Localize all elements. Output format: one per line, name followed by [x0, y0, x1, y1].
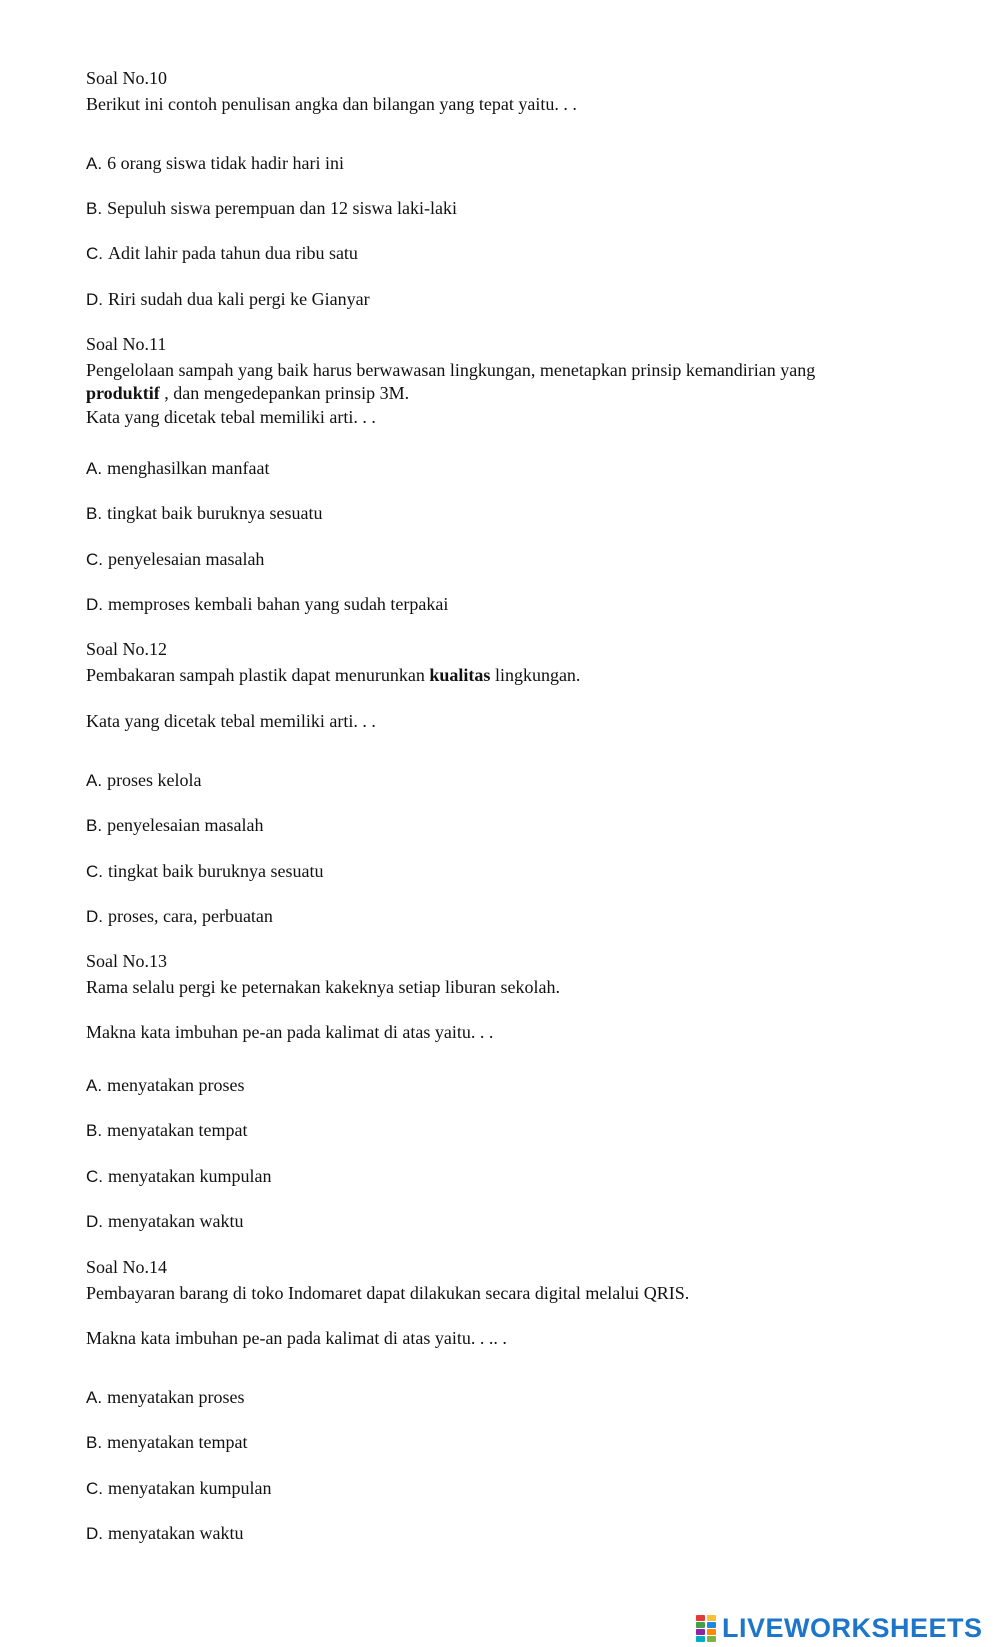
liveworksheets-logo [696, 1611, 983, 1645]
question-11-label: Soal No.11 [86, 334, 167, 354]
option-text: menyatakan kumpulan [108, 1166, 272, 1186]
option-text: 6 orang siswa tidak hadir hari ini [107, 153, 345, 173]
question-11-text-line1: Pengelolaan sampah yang baik harus berwawasan lingkungan, menetapkan prinsip kemandirian yang [86, 360, 816, 380]
question-12-option-d[interactable] [86, 905, 273, 928]
question-14-prompt: Makna kata imbuhan pe-an pada kalimat di atas yaitu. . .. . [86, 1328, 507, 1348]
logo-text: LIVEWORKSHEETS [722, 1612, 983, 1643]
option-letter: A. [86, 459, 103, 478]
question-12-label: Soal No.12 [86, 639, 167, 659]
question-11-text-line2 [86, 382, 409, 405]
option-text: proses kelola [107, 770, 202, 790]
question-11-option-a[interactable] [86, 457, 270, 480]
option-letter: A. [86, 1388, 103, 1407]
bold-word: kualitas [429, 665, 491, 685]
option-letter: D. [86, 1524, 103, 1543]
bold-word: produktif [86, 383, 160, 403]
question-12-option-c[interactable] [86, 860, 323, 883]
option-letter: B. [86, 504, 103, 523]
question-10-option-c[interactable] [86, 242, 358, 265]
text-pre: Pembakaran sampah plastik dapat menurunkan [86, 665, 430, 685]
option-letter: B. [86, 199, 103, 218]
liveworksheets-logo-icon [696, 1615, 718, 1641]
option-letter: C. [86, 862, 103, 881]
option-text: menyatakan tempat [107, 1120, 248, 1140]
question-14-text: Pembayaran barang di toko Indomaret dapat dilakukan secara digital melalui QRIS. [86, 1283, 690, 1303]
question-14-label: Soal No.14 [86, 1257, 167, 1277]
option-text: Riri sudah dua kali pergi ke Gianyar [108, 289, 370, 309]
option-text: Adit lahir pada tahun dua ribu satu [108, 243, 358, 263]
option-text: proses, cara, perbuatan [108, 906, 273, 926]
option-letter: D. [86, 595, 103, 614]
option-letter: B. [86, 1433, 103, 1452]
option-text: menghasilkan manfaat [107, 458, 270, 478]
option-letter: C. [86, 1479, 103, 1498]
question-13-option-b[interactable] [86, 1119, 248, 1142]
question-13-text: Rama selalu pergi ke peternakan kakeknya setiap liburan sekolah. [86, 977, 560, 997]
option-letter: B. [86, 816, 103, 835]
option-letter: A. [86, 771, 103, 790]
option-text: menyatakan tempat [107, 1432, 248, 1452]
text-post: lingkungan. [490, 665, 581, 685]
option-text: tingkat baik buruknya sesuatu [107, 503, 323, 523]
option-letter: C. [86, 244, 103, 263]
question-14-option-d[interactable] [86, 1522, 243, 1545]
question-13-prompt: Makna kata imbuhan pe-an pada kalimat di atas yaitu. . . [86, 1022, 494, 1042]
option-text: menyatakan proses [107, 1387, 245, 1407]
option-text: penyelesaian masalah [108, 549, 265, 569]
question-10-option-d[interactable] [86, 288, 370, 311]
question-10-label: Soal No.10 [86, 68, 167, 88]
question-11-option-c[interactable] [86, 548, 264, 571]
question-12-option-a[interactable] [86, 769, 202, 792]
question-14-option-b[interactable] [86, 1431, 248, 1454]
option-letter: C. [86, 550, 103, 569]
option-letter: A. [86, 1076, 103, 1095]
question-13-option-d[interactable] [86, 1210, 243, 1233]
option-letter: A. [86, 154, 103, 173]
question-12-option-b[interactable] [86, 814, 264, 837]
question-13-label: Soal No.13 [86, 951, 167, 971]
option-text: memproses kembali bahan yang sudah terpakai [108, 594, 449, 614]
question-11-option-b[interactable] [86, 502, 323, 525]
option-text: Sepuluh siswa perempuan dan 12 siswa laki-laki [107, 198, 457, 218]
option-text: menyatakan kumpulan [108, 1478, 272, 1498]
question-13-option-c[interactable] [86, 1165, 271, 1188]
option-letter: D. [86, 290, 103, 309]
option-letter: D. [86, 907, 103, 926]
question-13-option-a[interactable] [86, 1074, 245, 1097]
option-letter: D. [86, 1212, 103, 1231]
question-11-option-d[interactable] [86, 593, 448, 616]
question-10-text: Berikut ini contoh penulisan angka dan bilangan yang tepat yaitu. . . [86, 94, 577, 114]
question-14-option-a[interactable] [86, 1386, 245, 1409]
question-11-prompt: Kata yang dicetak tebal memiliki arti. . . [86, 407, 376, 427]
option-text: menyatakan waktu [108, 1523, 244, 1543]
option-text: penyelesaian masalah [107, 815, 264, 835]
option-text: menyatakan waktu [108, 1211, 244, 1231]
question-14-option-c[interactable] [86, 1477, 271, 1500]
option-letter: B. [86, 1121, 103, 1140]
question-12-text [86, 664, 580, 687]
option-text: tingkat baik buruknya sesuatu [108, 861, 324, 881]
question-12-prompt: Kata yang dicetak tebal memiliki arti. . . [86, 711, 376, 731]
option-letter: C. [86, 1167, 103, 1186]
question-10-option-a[interactable] [86, 152, 344, 175]
option-text: menyatakan proses [107, 1075, 245, 1095]
question-10-option-b[interactable] [86, 197, 457, 220]
text-rest: , dan mengedepankan prinsip 3M. [159, 383, 410, 403]
